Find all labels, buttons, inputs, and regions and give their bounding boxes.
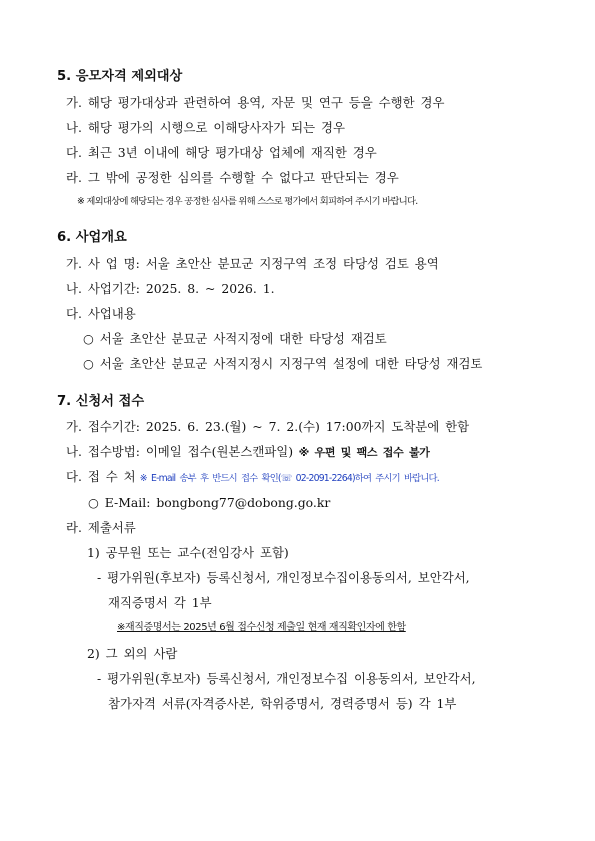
s6-project-period: 나. 사업기간: 2025. 8. ~ 2026. 1. — [66, 281, 275, 296]
s7-method-text: 나. 접수방법: 이메일 접수(원본스캔파일) — [66, 444, 294, 459]
s7-group1-line2: 재직증명서 각 1부 — [108, 595, 212, 610]
s5-item-1: 가. 해당 평가대상과 관련하여 용역, 자문 및 연구 등을 수행한 경우 — [66, 95, 445, 110]
s7-group1-line1: - 평가위원(후보자) 등록신청서, 개인정보수집이용동의서, 보안각서, — [97, 570, 470, 585]
s7-where-note: ※ E-mail 송부 후 반드시 접수 확인(☏ 02-2091-2264)하여 주시기 바랍니다. — [135, 473, 439, 484]
section-5-title: 5. 응모자격 제외대상 — [57, 69, 183, 84]
section-7-title: 7. 신청서 접수 — [57, 394, 145, 409]
s5-item-4: 라. 그 밖에 공정한 심의를 수행할 수 없다고 판단되는 경우 — [66, 170, 399, 185]
s7-group2-label: 2) 그 외의 사람 — [87, 646, 178, 661]
s7-period: 가. 접수기간: 2025. 6. 23.(월) ~ 7. 2.(수) 17:00까지 도착분에 한함 — [66, 419, 470, 434]
s6-content-label: 다. 사업내용 — [66, 306, 136, 321]
s7-group1-label: 1) 공무원 또는 교수(전임강사 포함) — [87, 545, 289, 560]
s7-method — [66, 444, 430, 461]
s5-note: ※ 제외대상에 해당되는 경우 공정한 심사를 위해 스스로 평가에서 회피하여 주시기 바랍니다. — [77, 196, 418, 207]
s7-where-label: 다. 접 수 처 — [66, 469, 136, 484]
s7-where — [66, 469, 439, 487]
s7-group1-note: ※재직증명서는 2025년 6월 접수신청 제출일 현재 재직확인자에 한함 — [117, 622, 406, 633]
s7-email[interactable]: ○ E-Mail: bongbong77@dobong.go.kr — [88, 495, 331, 510]
s6-content-2: ○ 서울 초안산 분묘군 사적지정시 지정구역 설정에 대한 타당성 재검토 — [83, 356, 483, 371]
s7-docs-label: 라. 제출서류 — [66, 520, 136, 535]
s5-item-3: 다. 최근 3년 이내에 해당 평가대상 업체에 재직한 경우 — [66, 145, 377, 160]
section-6-title: 6. 사업개요 — [57, 230, 127, 245]
s7-group2-line2: 참가자격 서류(자격증사본, 학위증명서, 경력증명서 등) 각 1부 — [108, 696, 457, 711]
s5-item-2: 나. 해당 평가의 시행으로 이해당사자가 되는 경우 — [66, 120, 345, 135]
s6-project-name: 가. 사 업 명: 서울 초안산 분묘군 지정구역 조정 타당성 검토 용역 — [66, 256, 439, 271]
s7-group2-line1: - 평가위원(후보자) 등록신청서, 개인정보수집 이용동의서, 보안각서, — [97, 671, 476, 686]
s7-method-note: ※ 우편 및 팩스 접수 불가 — [293, 446, 430, 459]
s6-content-1: ○ 서울 초안산 분묘군 사적지정에 대한 타당성 재검토 — [83, 331, 387, 346]
